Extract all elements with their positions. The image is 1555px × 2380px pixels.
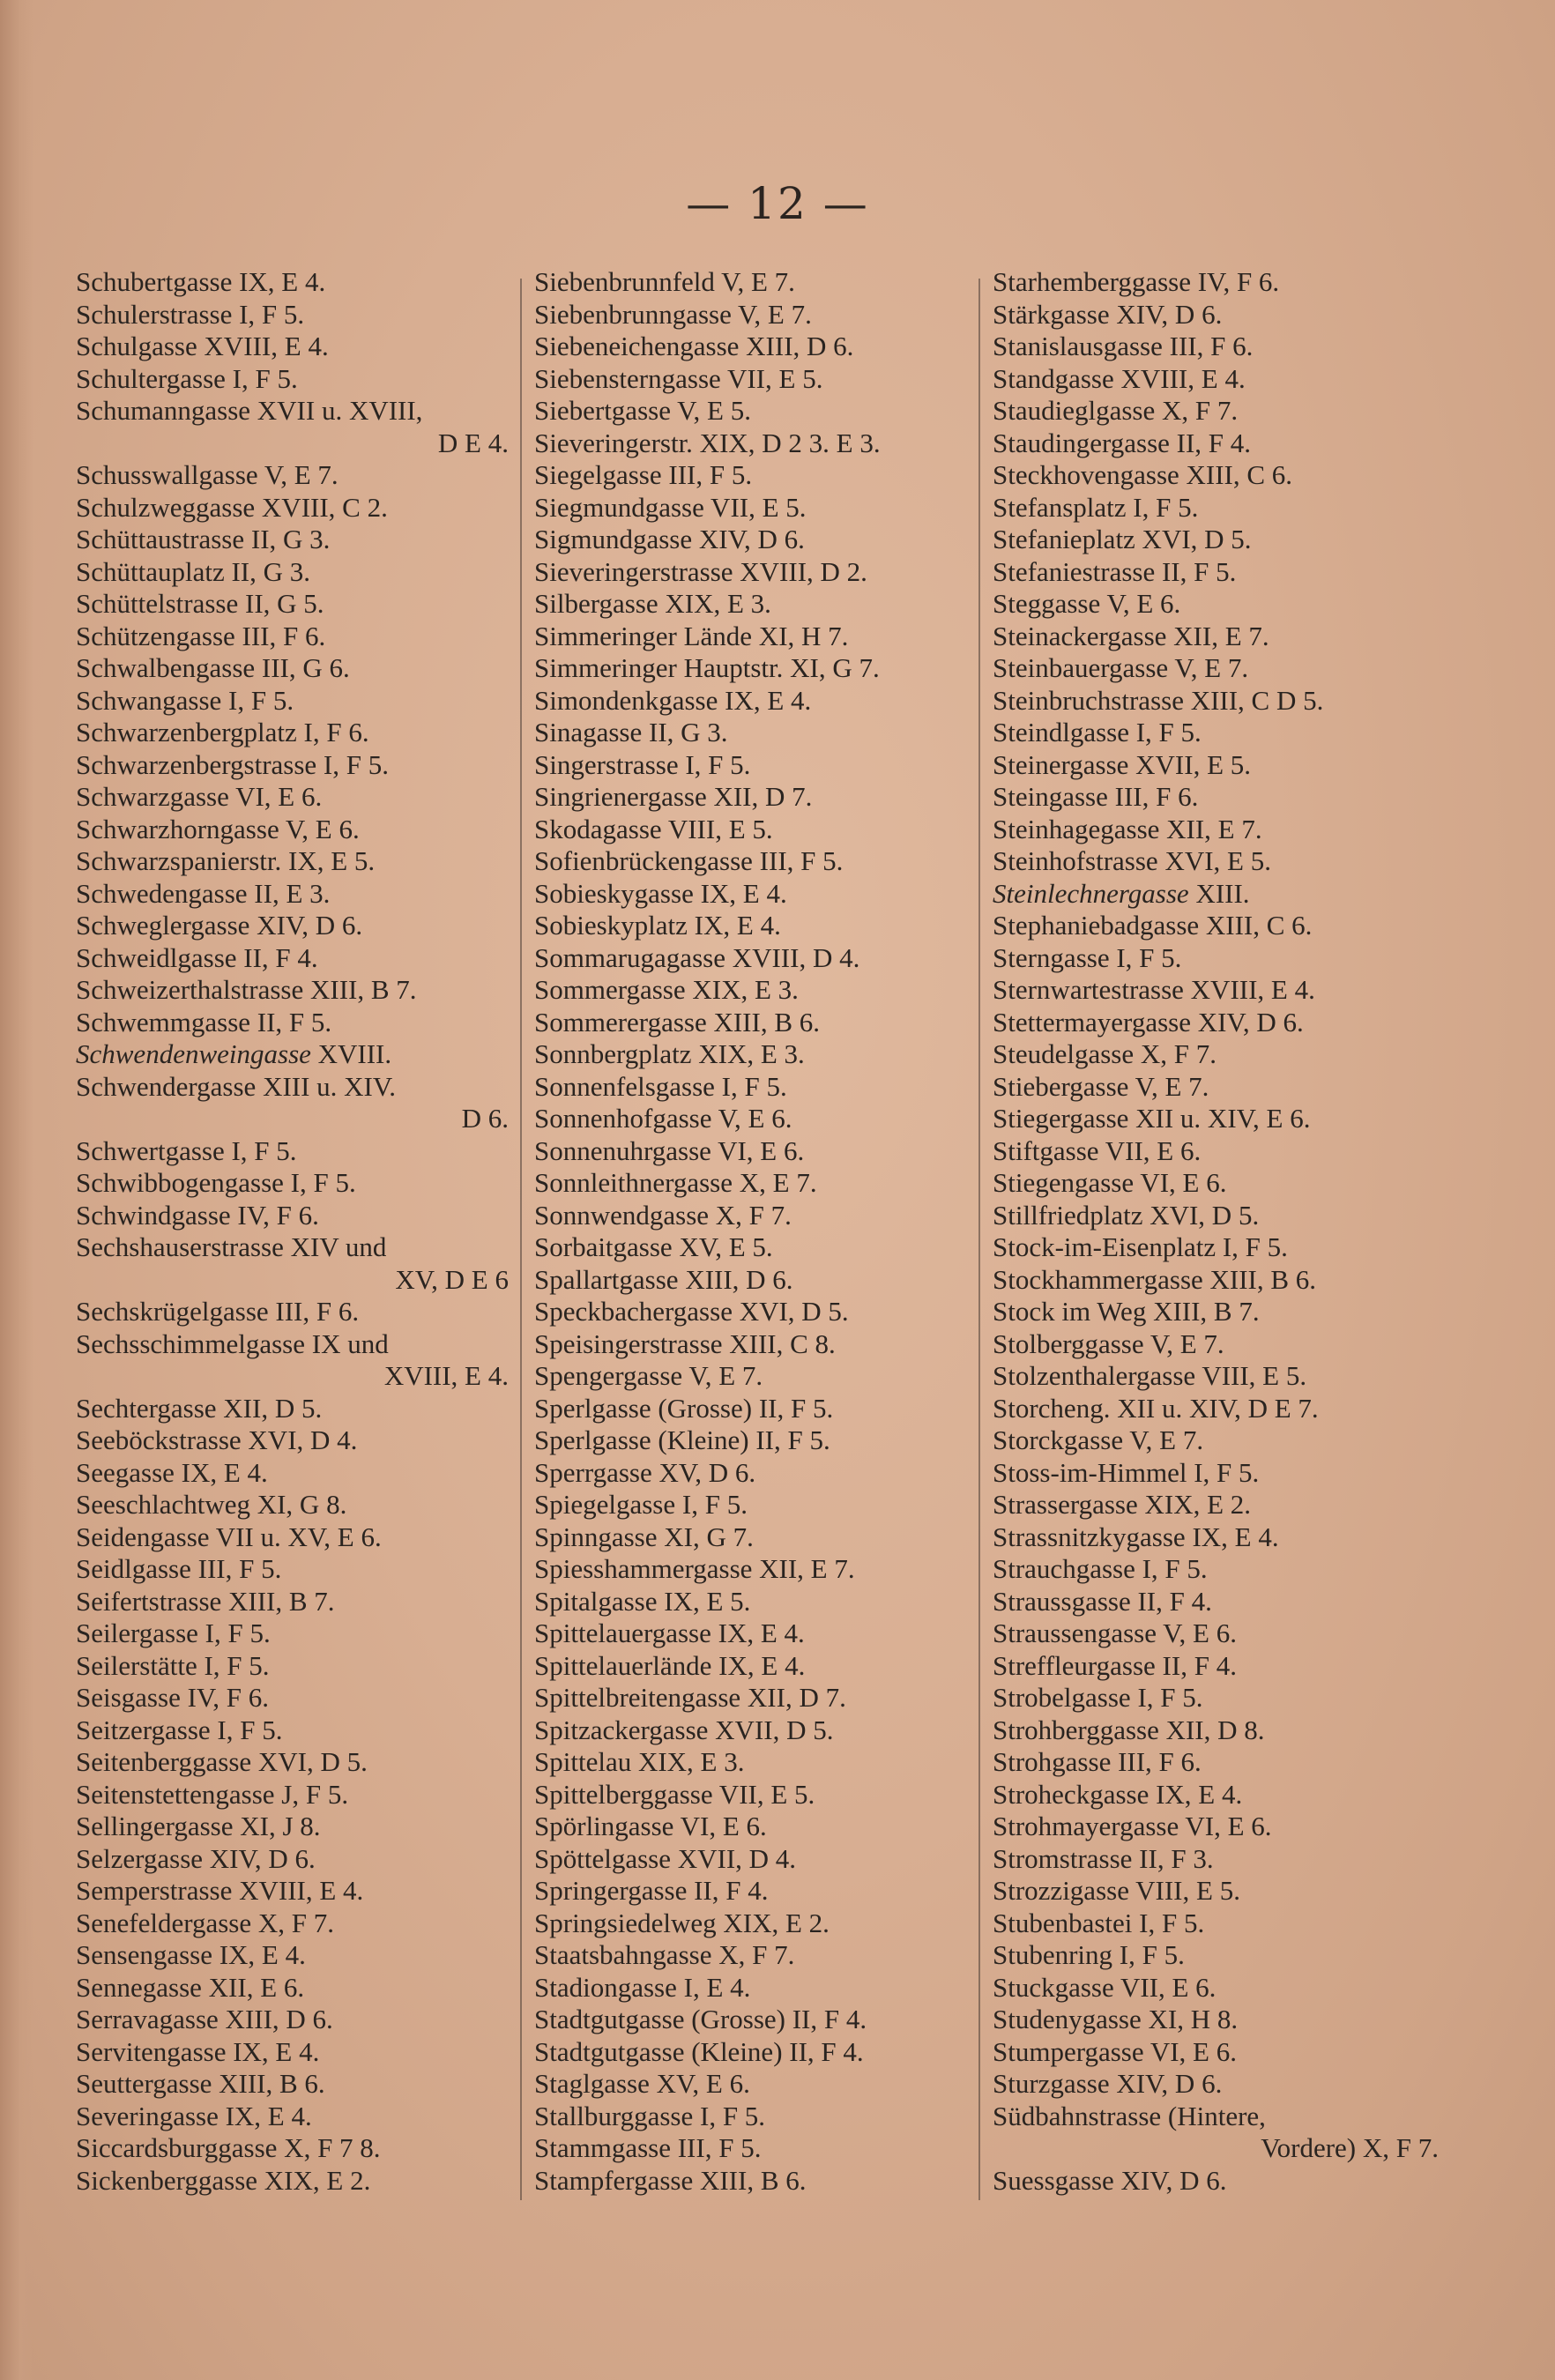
street-entry: Spörlingasse VI, E 6. [534, 1811, 767, 1841]
street-entry: Seeschlachtweg XI, G 8. [76, 1489, 347, 1520]
street-entry: Spitalgasse IX, E 5. [534, 1585, 751, 1617]
street-entry: Stolberggasse V, E 7. [993, 1328, 1224, 1359]
street-entry: Stefansplatz I, F 5. [993, 491, 1199, 523]
street-entry: Servitengasse IX, E 4. [76, 2035, 320, 2067]
street-entry: Stumpergasse VI, E 6. [993, 2035, 1237, 2067]
street-entry: Semperstrasse XVIII, E 4. [76, 1875, 364, 1906]
street-entry [993, 878, 1451, 911]
street-entry: Seuttergasse XIII, B 6. [76, 2068, 325, 2099]
street-entry: Siccardsburggasse X, F 7 8. [76, 2132, 381, 2163]
street-entry: Springsiedelweg XIX, E 2. [534, 1907, 830, 1938]
street-entry: Stärkgasse XIV, D 6. [993, 298, 1223, 330]
street-entry: Strozzigasse VIII, E 5. [993, 1875, 1240, 1906]
street-entry: Studenygasse XI, H 8. [993, 2004, 1239, 2034]
street-entry: Strassergasse XIX, E 2. [993, 1489, 1252, 1520]
street-entry: Simmeringer Hauptstr. XI, G 7. [534, 652, 880, 683]
column-1 [76, 266, 521, 2197]
street-entry: Steinhagegasse XII, E 7. [993, 813, 1262, 844]
street-entry: Spöttelgasse XVII, D 4. [534, 1842, 797, 1874]
street-entry: Steudelgasse X, F 7. [993, 1038, 1217, 1069]
street-entry: Sigmundgasse XIV, D 6. [534, 524, 805, 554]
street-entry: Sechshauserstrasse XIV und [76, 1231, 387, 1262]
street-entry: Steindlgasse I, F 5. [993, 717, 1202, 747]
street-entry: Sommergasse XIX, E 3. [534, 974, 799, 1005]
column-2 [534, 266, 979, 2197]
street-entry: Schweglergasse XIV, D 6. [76, 910, 363, 941]
street-entry: Seisgasse IV, F 6. [76, 1682, 270, 1713]
street-entry: Spittelauerlände IX, E 4. [534, 1649, 806, 1681]
street-entry: Siebertgasse V, E 5. [534, 395, 751, 426]
street-entry: Spitzackergasse XVII, D 5. [534, 1714, 834, 1745]
street-entry: Schulzweggasse XVIII, C 2. [76, 491, 388, 523]
street-entry: Seitenberggasse XVI, D 5. [76, 1746, 368, 1777]
street-entry: Schwarzhorngasse V, E 6. [76, 813, 360, 844]
street-entry: Seitenstettengasse J, F 5. [76, 1778, 349, 1810]
street-entry [76, 1038, 521, 1071]
street-entry: Schubertgasse IX, E 4. [76, 266, 326, 297]
street-entry: Stock im Weg XIII, B 7. [993, 1296, 1260, 1327]
street-entry: Sobieskygasse IX, E 4. [534, 877, 787, 909]
street-entry: Silbergasse XIX, E 3. [534, 588, 771, 619]
street-entry: Sommarugagasse XVIII, D 4. [534, 941, 860, 973]
street-entry: Sommerergasse XIII, B 6. [534, 1006, 821, 1038]
street-entry: Steingasse III, F 6. [993, 781, 1199, 812]
street-entry: Staudieglgasse X, F 7. [993, 395, 1239, 426]
street-entry: Singrienergasse XII, D 7. [534, 781, 813, 812]
column-divider [520, 279, 522, 2200]
street-entry: Sonnbergplatz XIX, E 3. [534, 1038, 805, 1069]
street-entry: Springergasse II, F 4. [534, 1875, 769, 1906]
street-entry: Simondenkgasse IX, E 4. [534, 684, 812, 716]
street-entry: Spengergasse V, E 7. [534, 1360, 763, 1391]
street-entry: Sinagasse II, G 3. [534, 717, 728, 747]
street-entry: Sonnwendgasse X, F 7. [534, 1199, 792, 1231]
street-entry: Schultergasse I, F 5. [76, 362, 298, 394]
street-entry: Spinngasse XI, G 7. [534, 1521, 754, 1552]
street-entry: Stromstrasse II, F 3. [993, 1842, 1214, 1874]
street-entry: Siegelgasse III, F 5. [534, 459, 753, 490]
street-entry-italic-name: Steinlechnergasse [993, 877, 1189, 909]
street-entry: Spittelbreitengasse XII, D 7. [534, 1682, 846, 1713]
street-entry: Storckgasse V, E 7. [993, 1424, 1204, 1455]
street-entry: Stampfergasse XIII, B 6. [534, 2164, 807, 2196]
street-entry: Singerstrasse I, F 5. [534, 748, 751, 780]
street-entry: Steinbauergasse V, E 7. [993, 652, 1249, 683]
street-entry: Schwangasse I, F 5. [76, 684, 294, 716]
street-entry: Sonnenhofgasse V, E 6. [534, 1103, 792, 1134]
street-entry: Seidlgasse III, F 5. [76, 1553, 282, 1584]
street-entry: Spiegelgasse I, F 5. [534, 1489, 748, 1520]
street-entry: Schwertgasse I, F 5. [76, 1134, 297, 1166]
street-entry: Sperlgasse (Grosse) II, F 5. [534, 1392, 834, 1424]
street-entry: Schulgasse XVIII, E 4. [76, 331, 329, 361]
street-entry: Speckbachergasse XVI, D 5. [534, 1296, 849, 1327]
street-entry: Sieveringerstr. XIX, D 2 3. E 3. [534, 427, 881, 458]
street-entry: Sonnenuhrgasse VI, E 6. [534, 1134, 805, 1166]
street-entry: Seilergasse I, F 5. [76, 1618, 271, 1648]
street-entry-district: XIII. [1188, 877, 1250, 909]
street-entry: Streffleurgasse II, F 4. [993, 1649, 1237, 1681]
street-entry-italic-name: Schwendenweingasse [76, 1038, 311, 1069]
street-entry: Standgasse XVIII, E 4. [993, 362, 1246, 394]
street-entry: Sturzgasse XIV, D 6. [993, 2068, 1223, 2099]
street-entry: Stallburggasse I, F 5. [534, 2100, 766, 2131]
street-entry: Schützengasse III, F 6. [76, 620, 326, 651]
street-entry: Strobelgasse I, F 5. [993, 1682, 1203, 1713]
street-entry: Stiegengasse VI, E 6. [993, 1167, 1227, 1198]
street-entry: Serravagasse XIII, D 6. [76, 2004, 333, 2034]
street-entry: Steggasse V, E 6. [993, 588, 1181, 619]
street-entry-continuation: D 6. [461, 1103, 509, 1134]
street-entry: Siebeneichengasse XIII, D 6. [534, 331, 854, 361]
street-entry: Stockhammergasse XIII, B 6. [993, 1263, 1317, 1295]
street-entry: Spittelauergasse IX, E 4. [534, 1618, 805, 1648]
page-number: — 12 — [686, 178, 869, 229]
street-entry: Sellingergasse XI, J 8. [76, 1811, 321, 1841]
street-entry: Seitzergasse I, F 5. [76, 1714, 283, 1745]
street-entry: Staglgasse XV, E 6. [534, 2068, 750, 2099]
street-entry: Severingasse IX, E 4. [76, 2100, 312, 2131]
street-entry: Stolzenthalergasse VIII, E 5. [993, 1360, 1307, 1391]
street-entry: Sonnenfelsgasse I, F 5. [534, 1070, 787, 1102]
street-entry: Südbahnstrasse (Hintere, [993, 2100, 1266, 2131]
street-entry: Siegmundgasse VII, E 5. [534, 491, 807, 523]
street-entry: Schwarzenbergstrasse I, F 5. [76, 748, 389, 780]
street-entry: Stoss-im-Himmel I, F 5. [993, 1456, 1260, 1488]
street-entry: Sechsschimmelgasse IX und [76, 1328, 389, 1359]
street-entry: Schweidlgasse II, F 4. [76, 941, 318, 973]
street-entry: Sechskrügelgasse III, F 6. [76, 1296, 360, 1327]
street-entry-district: XVIII. [310, 1038, 392, 1069]
street-entry: Spittelau XIX, E 3. [534, 1746, 745, 1777]
street-entry: Schwarzgasse VI, E 6. [76, 781, 323, 812]
street-entry: Sternwartestrasse XVIII, E 4. [993, 974, 1315, 1005]
street-entry: Schwemmgasse II, F 5. [76, 1006, 332, 1038]
street-entry: Spittelberggasse VII, E 5. [534, 1778, 815, 1810]
street-entry: Schwendergasse XIII u. XIV. [76, 1070, 397, 1102]
street-entry: Sofienbrückengasse III, F 5. [534, 845, 844, 876]
street-entry: Seegasse IX, E 4. [76, 1456, 268, 1488]
street-entry: Spiesshammergasse XII, E 7. [534, 1553, 855, 1584]
street-entry: Schusswallgasse V, E 7. [76, 459, 339, 490]
page-gutter-shadow [0, 0, 33, 2380]
street-entry: Straussengasse V, E 6. [993, 1618, 1237, 1648]
street-entry: Schüttauplatz II, G 3. [76, 555, 311, 587]
street-entry: Steinackergasse XII, E 7. [993, 620, 1269, 651]
column-3 [993, 266, 1451, 2197]
street-entry: Stefaniestrasse II, F 5. [993, 555, 1237, 587]
street-entry: Schwarzenbergplatz I, F 6. [76, 717, 369, 747]
street-entry: Seidengasse VII u. XV, E 6. [76, 1521, 382, 1552]
street-entry: Schwedengasse II, E 3. [76, 877, 331, 909]
street-entry: Schwalbengasse III, G 6. [76, 652, 350, 683]
street-entry: Siebenbrunngasse V, E 7. [534, 298, 812, 330]
street-entry: Stiebergasse V, E 7. [993, 1070, 1209, 1102]
street-entry: Sonnleithnergasse X, E 7. [534, 1167, 817, 1198]
street-entry-continuation: D E 4. [437, 427, 509, 458]
street-entry: Schulerstrasse I, F 5. [76, 298, 305, 330]
street-entry: Starhemberggasse IV, F 6. [993, 266, 1280, 297]
street-entry: Stanislausgasse III, F 6. [993, 331, 1254, 361]
street-entry: Seeböckstrasse XVI, D 4. [76, 1424, 358, 1455]
street-entry: Simmeringer Lände XI, H 7. [534, 620, 849, 651]
street-entry: Straussgasse II, F 4. [993, 1585, 1212, 1617]
street-entry: Seifertstrasse XIII, B 7. [76, 1585, 335, 1617]
street-entry: Skodagasse VIII, E 5. [534, 813, 773, 844]
street-entry: Stiftgasse VII, E 6. [993, 1134, 1202, 1166]
street-entry: Staudingergasse II, F 4. [993, 427, 1252, 458]
street-entry: Sobieskyplatz IX, E 4. [534, 910, 781, 941]
street-entry: Stubenring I, F 5. [993, 1939, 1185, 1970]
street-entry: Sperrgasse XV, D 6. [534, 1456, 756, 1488]
street-entry: Strohmayergasse VI, E 6. [993, 1811, 1272, 1841]
street-entry: Seilerstätte I, F 5. [76, 1649, 270, 1681]
street-entry: Schüttaustrasse II, G 3. [76, 524, 331, 554]
street-entry: Steinbruchstrasse XIII, C D 5. [993, 684, 1324, 716]
street-entry: Speisingerstrasse XIII, C 8. [534, 1328, 836, 1359]
street-entry: Sennegasse XII, E 6. [76, 1971, 305, 2003]
street-entry: Schwibbogengasse I, F 5. [76, 1167, 356, 1198]
street-entry: Strassnitzkygasse IX, E 4. [993, 1521, 1279, 1552]
street-entry: Strauchgasse I, F 5. [993, 1553, 1208, 1584]
street-entry: Sechtergasse XII, D 5. [76, 1392, 323, 1424]
street-entry: Stettermayergasse XIV, D 6. [993, 1006, 1304, 1038]
street-entry: Schwarzspanierstr. IX, E 5. [76, 845, 376, 876]
street-entry: Steinergasse XVII, E 5. [993, 748, 1252, 780]
street-entry-continuation: XVIII, E 4. [383, 1360, 509, 1391]
street-entry: Steckhovengasse XIII, C 6. [993, 459, 1293, 490]
street-entry: Stiegergasse XII u. XIV, E 6. [993, 1103, 1311, 1134]
street-entry: Stadtgutgasse (Kleine) II, F 4. [534, 2035, 864, 2067]
street-entry: Senefeldergasse X, F 7. [76, 1907, 335, 1938]
street-entry: Staatsbahngasse X, F 7. [534, 1939, 795, 1970]
street-entry: Sterngasse I, F 5. [993, 941, 1182, 973]
street-entry: Spallartgasse XIII, D 6. [534, 1263, 793, 1295]
street-entry: Siebenbrunnfeld V, E 7. [534, 266, 795, 297]
street-entry-continuation: Vordere) X, F 7. [1261, 2132, 1439, 2163]
street-entry: Steinhofstrasse XVI, E 5. [993, 845, 1271, 876]
street-entry: Sperlgasse (Kleine) II, F 5. [534, 1424, 830, 1455]
street-entry: Stubenbastei I, F 5. [993, 1907, 1205, 1938]
street-entry: Stillfriedplatz XVI, D 5. [993, 1199, 1260, 1231]
street-entry: Stuckgasse VII, E 6. [993, 1971, 1216, 2003]
street-entry: Schwindgasse IV, F 6. [76, 1199, 319, 1231]
street-entry: Stadiongasse I, E 4. [534, 1971, 751, 2003]
street-entry: Sieveringerstrasse XVIII, D 2. [534, 555, 867, 587]
street-entry: Stadtgutgasse (Grosse) II, F 4. [534, 2004, 867, 2034]
street-entry: Sensengasse IX, E 4. [76, 1939, 306, 1970]
street-entry-continuation: XV, D E 6 [395, 1263, 509, 1295]
street-entry: Stroheckgasse IX, E 4. [993, 1778, 1243, 1810]
street-entry: Sorbaitgasse XV, E 5. [534, 1231, 773, 1262]
street-entry: Stammgasse III, F 5. [534, 2132, 762, 2163]
street-entry: Strohberggasse XII, D 8. [993, 1714, 1265, 1745]
street-entry: Stefanieplatz XVI, D 5. [993, 524, 1252, 554]
street-entry: Stock-im-Eisenplatz I, F 5. [993, 1231, 1288, 1262]
street-entry: Siebensterngasse VII, E 5. [534, 362, 823, 394]
street-entry: Schüttelstrasse II, G 5. [76, 588, 324, 619]
street-entry: Selzergasse XIV, D 6. [76, 1842, 316, 1874]
street-entry: Storcheng. XII u. XIV, D E 7. [993, 1392, 1319, 1424]
street-entry: Strohgasse III, F 6. [993, 1746, 1202, 1777]
street-entry: Schweizerthalstrasse XIII, B 7. [76, 974, 417, 1005]
street-entry: Sickenberggasse XIX, E 2. [76, 2164, 371, 2196]
street-entry: Stephaniebadgasse XIII, C 6. [993, 910, 1313, 941]
street-entry: Suessgasse XIV, D 6. [993, 2164, 1227, 2196]
street-entry: Schumanngasse XVII u. XVIII, [76, 395, 423, 426]
column-divider [978, 279, 980, 2200]
